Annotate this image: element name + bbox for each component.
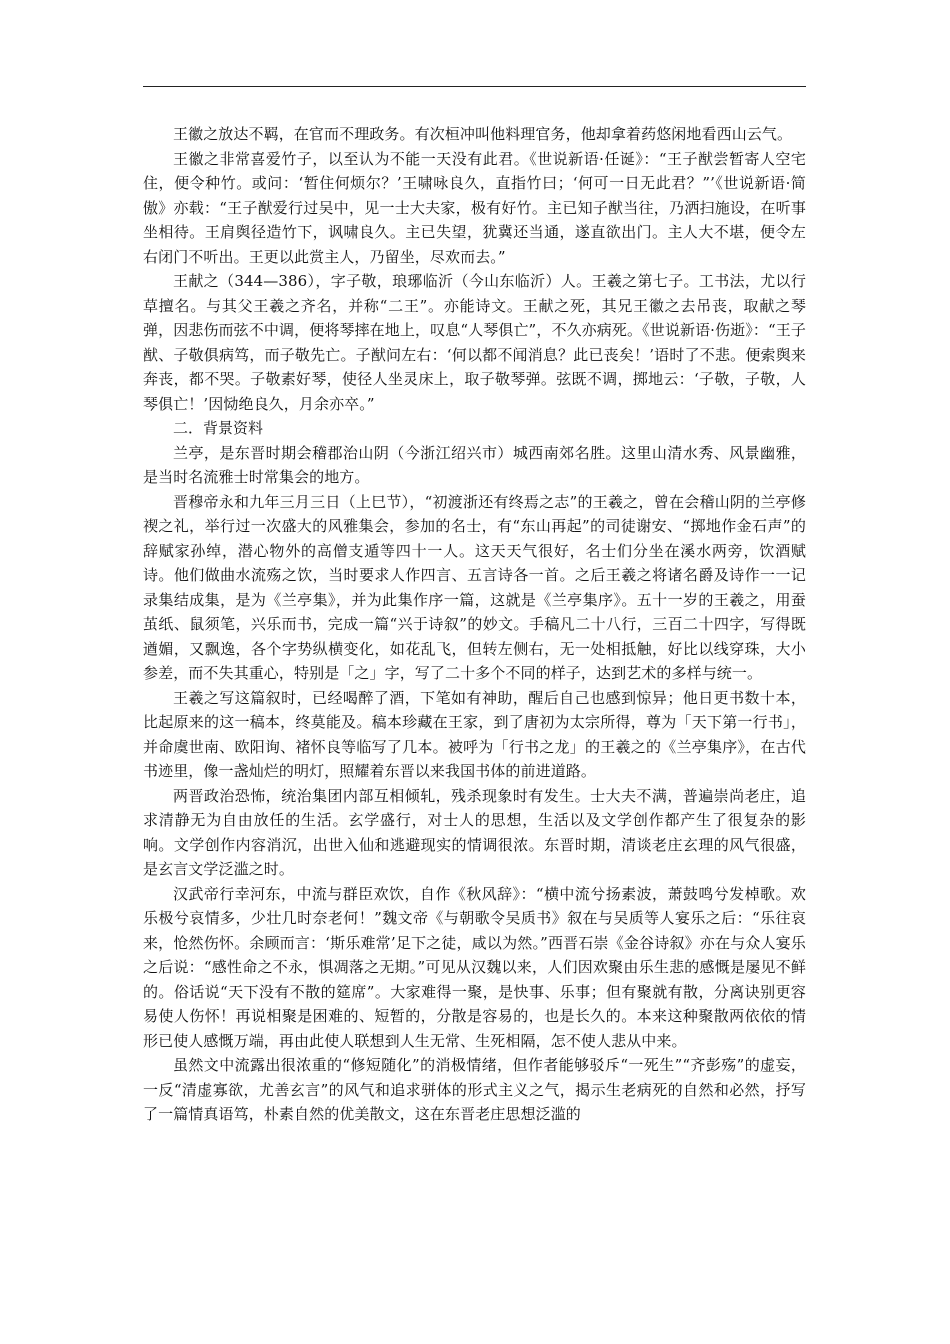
- header-rule: [143, 86, 806, 87]
- paragraph-conclusion: 虽然文中流露出很浓重的“修短随化”的消极情绪，但作者能够驳斥“一死生”“齐彭殇”的虚妄，一反“清虚寡欲，尤善玄言”的风气和追求骈体的形式主义之气，揭示生老病死的自然和必然，抒写了一篇情真语笃，朴素自然的优美散文，这在东晋老庄思想泛滥的: [143, 1056, 806, 1123]
- paragraph-joy-sorrow: 汉武帝行幸河东，中流与群臣欢饮，自作《秋风辞》：“横中流兮扬素波，萧鼓鸣兮发棹歌。欢乐极兮哀情多，少壮几时奈老何！”魏文帝《与朝歌令吴质书》叙在与吴质等人宴乐之后：“乐往哀来，怆然伤怀。余顾而言：‘斯乐难常’足下之徒，咸以为然。”西晋石崇《金谷诗叙》亦在与众人宴乐之后说：“感性命之不永，惧凋落之无期。”可见从汉魏以来，人们因欢聚由乐生悲的感慨是屡见不鲜的。俗话说“天下没有不散的筵席”。大家难得一聚，是快事、乐事；但有聚就有散，分离诀别更容易使人伤怀！再说相聚是困难的、短暂的，分散是容易的，也是长久的。本来这种聚散两依依的情形已使人感慨万端，再由此使人联想到人生无常、生死相隔，怎不使人悲从中来。: [143, 884, 806, 1050]
- paragraph-jin-politics: 两晋政治恐怖，统治集团内部互相倾轧，残杀现象时有发生。士大夫不满，普遍崇尚老庄，追求清静无为自由放任的生活。玄学盛行，对士人的思想，生活以及文学创作都产生了很复杂的影响。文学创作内容消沉，出世入仙和逃避现实的情调很浓。东晋时期，清谈老庄玄理的风气很盛，是玄言文学泛滥之时。: [143, 786, 806, 878]
- section-heading-background: 二．背景资料: [173, 419, 264, 437]
- paragraph-wang-huizhi-bamboo: 王徽之非常喜爱竹子，以至认为不能一天没有此君。《世说新语·任诞》：“王子猷尝暂寄人空宅住，便令种竹。或问：‘暂住何烦尔？’王啸咏良久，直指竹曰；‘何可一日无此君？”’《世说新语·简傲》亦载：“王子猷爱行过吴中，见一士大夫家，极有好竹。主已知子猷当往，乃洒扫施设，在听事坐相待。王肩舆径造竹下，讽啸良久。主已失望，犹冀还当通，遂直欲出门。主人大不堪，便令左右闭门不听出。王更以此赏主人，乃留坐，尽欢而去。”: [143, 149, 806, 266]
- paragraph-wang-xianzhi: 王献之（344—386），字子敬，琅琊临沂（今山东临沂）人。王羲之第七子。工书法，尤以行草擅名。与其父王羲之齐名，并称“二王”。亦能诗文。王献之死，其兄王徽之去吊丧，取献之琴弹，因悲伤而弦不中调，便将琴摔在地上，叹息“人琴俱亡”，不久亦病死。《世说新语·伤逝》：“王子猷、子敬俱病笃，而子敬先亡。子猷问左右：‘何以都不闻消息？此已丧矣！’语时了不悲。便索舆来奔丧，都不哭。子敬素好琴，使径人坐灵床上，取子敬琴弹。弦既不调，掷地云：‘子敬，子敬，人琴俱亡！’因恸绝良久，月余亦卒。”: [143, 272, 806, 413]
- paragraph-wang-huizhi-unrestrained: 王徽之放达不羁，在官而不理政务。有次桓冲叫他料理官务，他却拿着药悠闲地看西山云气。: [173, 125, 793, 143]
- paragraph-lanting-location: 兰亭，是东晋时期会稽郡治山阴（今浙江绍兴市）城西南郊名胜。这里山清水秀、风景幽雅，是当时名流雅士时常集会的地方。: [143, 443, 806, 486]
- paragraph-manuscript-history: 王羲之写这篇叙时，已经喝醉了酒，下笔如有神助，醒后自己也感到惊异；他日更书数十本，比起原来的这一稿本，终莫能及。稿本珍藏在王家，到了唐初为太宗所得，尊为「天下第一行书」，并命虞世南、欧阳询、褚怀良等临写了几本。被呼为「行书之龙」的王羲之的《兰亭集序》，在古代书迹里，像一盏灿烂的明灯，照耀着东晋以来我国书体的前进道路。: [143, 688, 806, 780]
- document-body: [143, 122, 806, 1127]
- paragraph-lanting-gathering: 晋穆帝永和九年三月三日（上巳节），“初渡浙还有终焉之志”的王羲之，曾在会稽山阴的兰亭修禊之礼，举行过一次盛大的风雅集会，参加的名士，有“东山再起”的司徒谢安、“掷地作金石声”的辞赋家孙绰，潜心物外的高僧支遁等四十一人。这天天气很好，名士们分坐在溪水两旁，饮酒赋诗。他们做曲水流殇之饮，当时要求人作四言、五言诗各一首。之后王羲之将诸名爵及诗作一一记录集结成集，是为《兰亭集》，并为此集作序一篇，这就是《兰亭集序》。五十一岁的王羲之，用蚕茧纸、鼠须笔，兴乐而书，完成一篇“兴于诗叙”的妙文。手稿凡二十八行，三百二十四字，写得既遒媚，又飘逸，各个字势纵横变化，如花乱飞，但转左侧右，无一处相抵触，好比以线穿珠，大小参差，而不失其重心，特别是「之」字，写了二十多个不同的样子，达到艺术的多样与统一。: [143, 492, 806, 682]
